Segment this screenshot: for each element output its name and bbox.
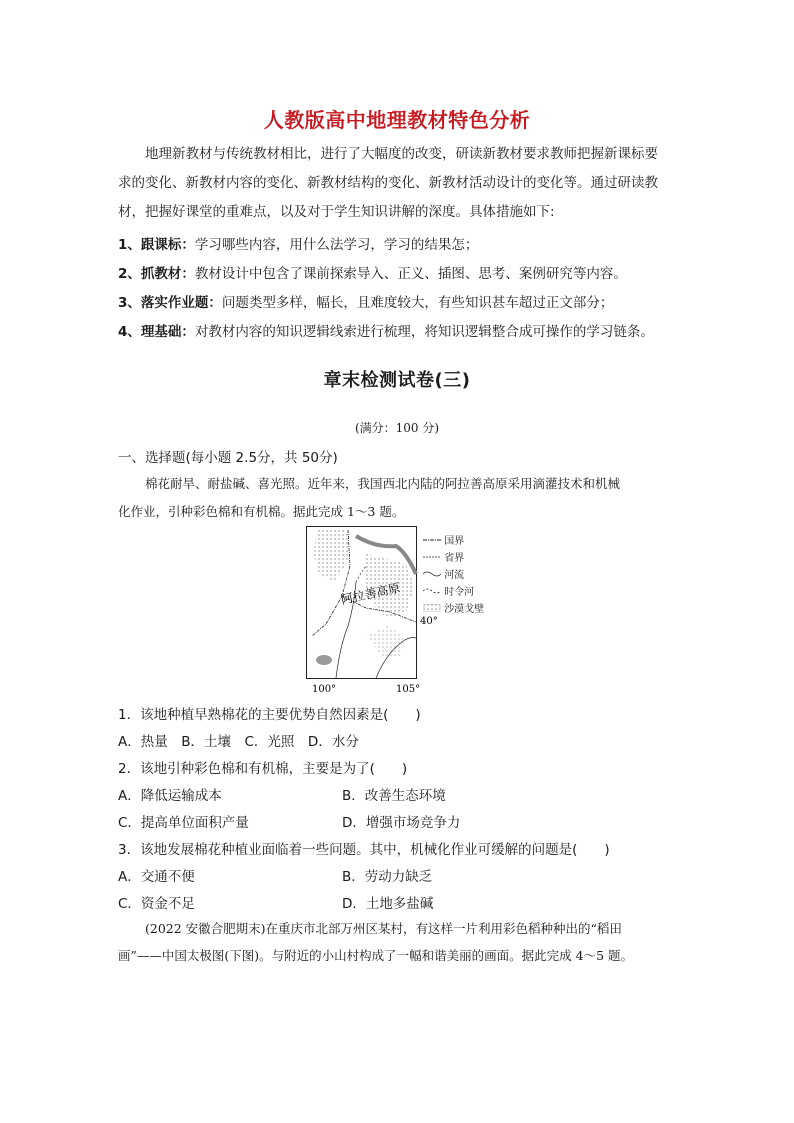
lon-right-label: 105° bbox=[396, 684, 421, 694]
intro-line-3: 材，把握好课堂的重难点，以及对于学生知识讲解的深度。具体措施如下: bbox=[118, 204, 555, 220]
question-2-stem: 2．该地引种彩色棉和有机棉，主要是为了( ) bbox=[118, 761, 408, 777]
measure-label: 2、抓教材： bbox=[118, 266, 195, 282]
legend-label: 河流 bbox=[444, 570, 465, 581]
measure-item bbox=[118, 262, 627, 282]
section-title: 一、选择题(每小题 2.5分，共 50分) bbox=[118, 450, 338, 466]
question-2-option-b: B．改善生态环境 bbox=[342, 788, 446, 804]
lon-left-label: 100° bbox=[312, 684, 337, 694]
passage2-line-2: 画”——中国太极图(下图)。与附近的小山村构成了一幅和谐美丽的画面。据此完成 4～5 题。 bbox=[118, 948, 633, 963]
seasonal-river-symbol bbox=[423, 587, 441, 595]
intro-line-2: 求的变化、新教材内容的变化、新教材结构的变化、新教材活动设计的变化等。通过研读教 bbox=[118, 175, 658, 191]
question-2-option-a: A．降低运输成本 bbox=[118, 788, 222, 804]
measure-text: 问题类型多样，幅长，且难度较大，有些知识甚车超过正文部分； bbox=[221, 295, 614, 311]
legend-label: 时令河 bbox=[444, 587, 475, 598]
measure-text: 学习哪些内容，用什么法学习，学习的结果怎； bbox=[194, 237, 479, 253]
score-note: (满分：100 分) bbox=[354, 421, 440, 435]
lake bbox=[316, 655, 332, 665]
measure-text: 对教材内容的知识逻辑线索进行梳理，将知识逻辑整合成可操作的学习链条。 bbox=[194, 324, 654, 340]
intro-paragraph bbox=[118, 140, 684, 227]
legend-label: 沙漠戈壁 bbox=[444, 604, 485, 615]
legend-label: 国界 bbox=[444, 536, 465, 547]
header-title: 人教版高中地理教材特色分析 bbox=[263, 108, 531, 132]
measure-item bbox=[118, 320, 654, 340]
national-border-symbol bbox=[423, 536, 441, 544]
region-label: 阿拉善高原 bbox=[339, 580, 402, 607]
question-3-option-c: C．资金不足 bbox=[118, 896, 195, 912]
question-3-stem: 3．该地发展棉花种植业面临着一些问题。其中，机械化作业可缓解的问题是( ) bbox=[118, 842, 610, 858]
question-3-option-b: B．劳动力缺乏 bbox=[342, 869, 433, 885]
legend-item bbox=[423, 549, 464, 564]
passage1-line-2: 化作业，引种彩色棉和有机棉。据此完成 1～3 题。 bbox=[118, 504, 405, 519]
passage2-line-1: (2022 安徽合肥期末)在重庆市北部万州区某村，有这样一片利用彩色稻种种出的“稻田 bbox=[145, 921, 622, 936]
legend-label: 省界 bbox=[444, 553, 465, 564]
question-3-option-a: A．交通不便 bbox=[118, 869, 195, 885]
measure-label: 4、理基础： bbox=[118, 324, 195, 340]
measure-item bbox=[118, 233, 478, 253]
legend-item bbox=[423, 583, 474, 598]
question-1-options: A．热量 B．土壤 C．光照 D．水分 bbox=[118, 734, 359, 750]
question-2-option-c: C．提高单位面积产量 bbox=[118, 815, 249, 831]
question-3-option-d: D．土地多盐碱 bbox=[342, 896, 434, 912]
intro-line-1: 地理新教材与传统教材相比，进行了大幅度的改变，研读新教材要求教师把握新课标要 bbox=[145, 146, 658, 162]
desert-symbol bbox=[423, 604, 441, 612]
question-1-stem: 1．该地种植早熟棉花的主要优势自然因素是( ) bbox=[118, 707, 421, 723]
river-symbol bbox=[423, 570, 441, 578]
passage1-line-1: 棉花耐旱、耐盐碱、喜光照。近年来，我国西北内陆的阿拉善高原采用滴灌技术和机械 bbox=[145, 476, 621, 491]
measure-text: 教材设计中包含了课前探索导入、正义、插图、思考、案例研究等内容。 bbox=[194, 266, 627, 282]
legend-item bbox=[423, 532, 464, 547]
measure-label: 3、落实作业题： bbox=[118, 295, 222, 311]
legend-item bbox=[423, 600, 484, 615]
measure-item bbox=[118, 291, 613, 311]
measure-label: 1、跟课标： bbox=[118, 237, 195, 253]
question-2-option-d: D．增强市场竞争力 bbox=[342, 815, 461, 831]
exam-title: 章末检测试卷(三) bbox=[323, 370, 471, 391]
legend-item bbox=[423, 566, 464, 581]
province-border-symbol bbox=[423, 553, 441, 561]
lat-label: 40° bbox=[420, 616, 438, 627]
